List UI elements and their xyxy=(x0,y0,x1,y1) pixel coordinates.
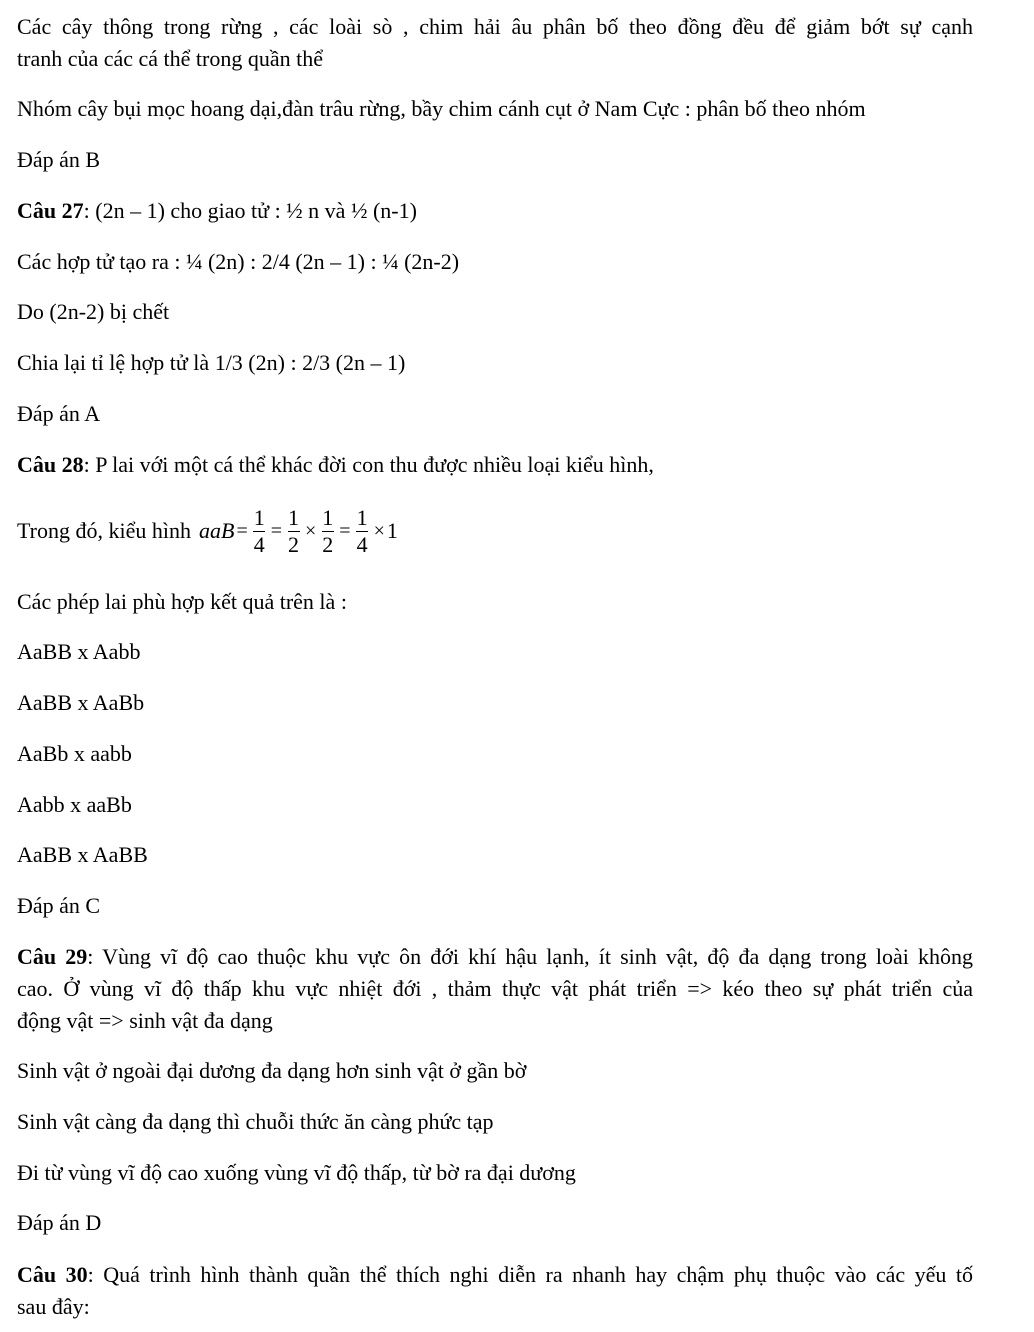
denominator: 4 xyxy=(356,531,368,557)
question-29-text: : Vùng vĩ độ cao thuộc khu vực ôn đới khí hậu lạnh, ít sinh vật, độ đa dạng trong loài không xyxy=(87,944,974,969)
fraction xyxy=(252,504,267,557)
text-line: sau đây: xyxy=(17,1294,90,1319)
cross-item: AaBB x AaBB xyxy=(17,842,148,867)
times-sign: × xyxy=(373,520,385,542)
text-line: Các cây thông trong rừng , các loài sò , chim hải âu phân bố theo đồng đều để giảm bớt sự cạnh xyxy=(17,14,973,39)
question-28-text: : P lai với một cá thể khác đời con thu được nhiều loại kiểu hình, xyxy=(83,452,654,477)
question-30-text: : Quá trình hình thành quần thể thích nghi diễn ra nhanh hay chậm phụ thuộc vào các yếu tố xyxy=(87,1262,974,1287)
formula-tail: 1 xyxy=(386,518,398,543)
text-line: động vật => sinh vật đa dạng xyxy=(17,1008,273,1033)
fraction xyxy=(355,504,370,557)
denominator: 2 xyxy=(322,531,334,557)
equals-sign: = xyxy=(236,520,248,542)
question-30-paragraph xyxy=(17,1259,973,1323)
numerator: 1 xyxy=(322,504,334,530)
answer-d: Đáp án D xyxy=(17,1210,102,1235)
formula-prefix: Trong đó, kiểu hình xyxy=(17,518,191,543)
question-28-heading xyxy=(17,451,654,479)
cross-item: Aabb x aaBb xyxy=(17,792,132,817)
q27-ratio: Chia lại tỉ lệ hợp tử là 1/3 (2n) : 2/3 (2n – 1) xyxy=(17,350,406,375)
q29-ocean-diversity: Sinh vật ở ngoài đại dương đa dạng hơn sinh vật ở gần bờ xyxy=(17,1058,527,1083)
question-29-label: Câu 29 xyxy=(17,944,88,969)
numerator: 1 xyxy=(356,504,368,530)
denominator: 2 xyxy=(288,531,299,557)
q27-lethal: Do (2n-2) bị chết xyxy=(17,299,170,324)
question-30-label: Câu 30 xyxy=(17,1262,88,1287)
q28-formula-line xyxy=(17,503,398,559)
q29-food-chain: Sinh vật càng đa dạng thì chuỗi thức ăn càng phức tạp xyxy=(17,1109,494,1134)
question-27-text: : (2n – 1) cho giao tử : ½ n và ½ (n-1) xyxy=(83,198,417,223)
q28-crosses-intro: Các phép lai phù hợp kết quả trên là : xyxy=(17,589,347,614)
times-sign: × xyxy=(305,520,317,542)
numerator: 1 xyxy=(253,504,265,530)
denominator: 4 xyxy=(253,531,265,557)
answer-a: Đáp án A xyxy=(17,401,101,426)
answer-b: Đáp án B xyxy=(17,147,101,172)
question-27-heading xyxy=(17,197,417,225)
q29-direction: Đi từ vùng vĩ độ cao xuống vùng vĩ độ thấp, từ bờ ra đại dương xyxy=(17,1160,576,1185)
text-line xyxy=(17,941,973,973)
question-27-label: Câu 27 xyxy=(17,198,84,223)
equals-sign: = xyxy=(339,520,351,542)
paragraph-distribution-group: Nhóm cây bụi mọc hoang dại,đàn trâu rừng, bầy chim cánh cụt ở Nam Cực : phân bố theo nhóm xyxy=(17,96,866,121)
fraction xyxy=(320,504,335,557)
numerator: 1 xyxy=(288,504,299,530)
text-line: tranh của các cá thể trong quần thể xyxy=(17,46,324,71)
cross-item: AaBb x aabb xyxy=(17,741,132,766)
text-line xyxy=(17,1259,973,1291)
question-29-paragraph xyxy=(17,941,973,1037)
fraction xyxy=(286,504,301,557)
formula-variable: aaB xyxy=(198,518,235,543)
cross-item: AaBB x Aabb xyxy=(17,639,141,664)
q27-zygotes: Các hợp tử tạo ra : ¼ (2n) : 2/4 (2n – 1) : ¼ (2n-2) xyxy=(17,249,460,274)
answer-c: Đáp án C xyxy=(17,893,101,918)
text-line: cao. Ở vùng vĩ độ thấp khu vực nhiệt đới , thảm thực vật phát triển => kéo theo sự phát triển của xyxy=(17,976,973,1001)
paragraph-distribution-uniform xyxy=(17,11,973,75)
equals-sign: = xyxy=(270,520,282,542)
cross-item: AaBB x AaBb xyxy=(17,690,145,715)
math-formula xyxy=(199,503,398,559)
question-28-label: Câu 28 xyxy=(17,452,84,477)
